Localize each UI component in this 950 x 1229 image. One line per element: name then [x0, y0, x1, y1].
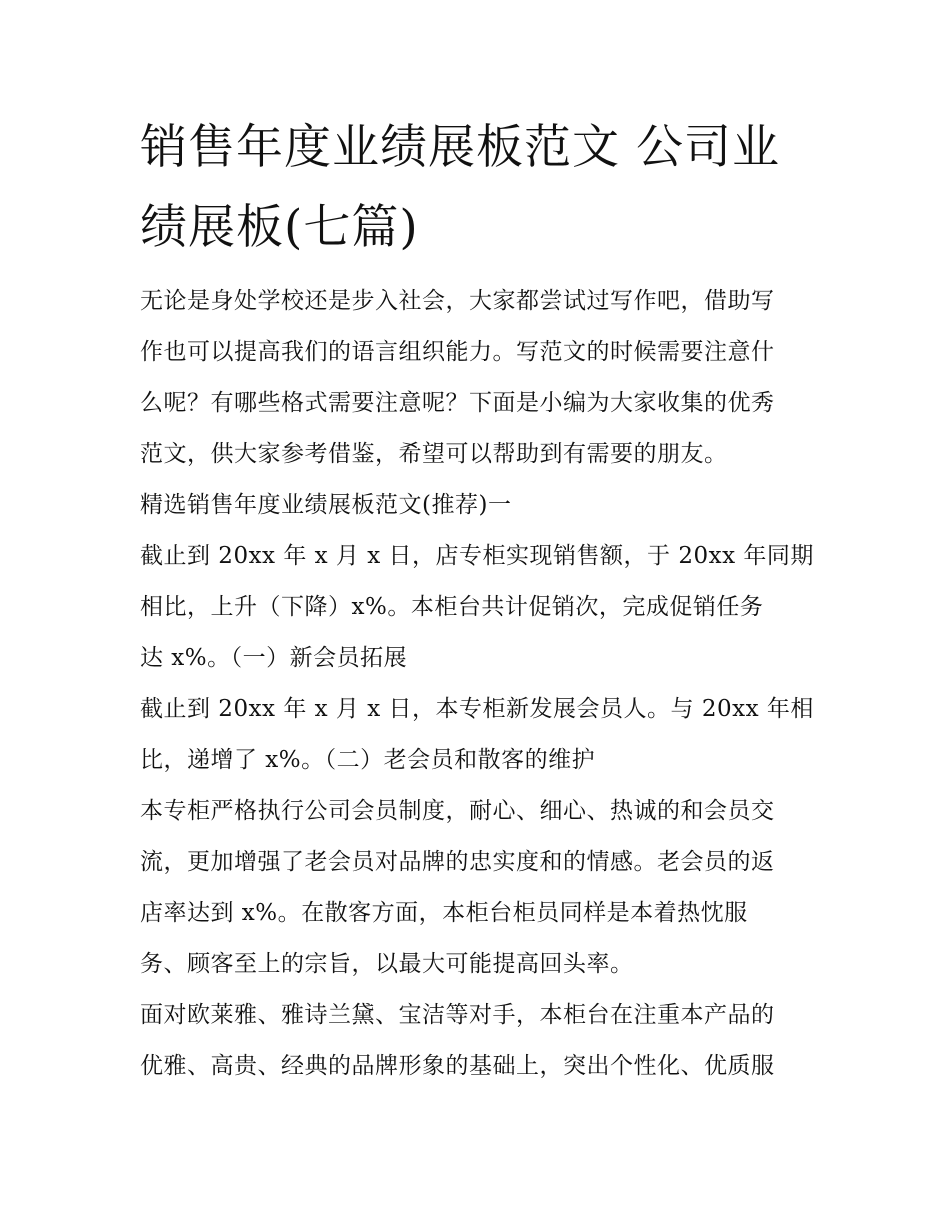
title-line-1: 销售年度业绩展板范文 公司业 [140, 120, 780, 175]
body-line: 达 x%。（一）新会员拓展 [140, 645, 408, 671]
section-heading: 精选销售年度业绩展板范文(推荐)一 [140, 492, 512, 518]
body-line: 本专柜严格执行公司会员制度，耐心、细心、热诚的和会员交 [140, 798, 775, 824]
title-line-2: 绩展板(七篇) [140, 200, 419, 255]
body-line: 无论是身处学校还是步入社会，大家都尝试过写作吧，借助写 [140, 288, 775, 314]
body-line: 么呢？有哪些格式需要注意呢？下面是小编为大家收集的优秀 [140, 390, 775, 416]
body-line: 优雅、高贵、经典的品牌形象的基础上，突出个性化、优质服 [140, 1053, 775, 1079]
body-line: 流，更加增强了老会员对品牌的忠实度和的情感。老会员的返 [140, 849, 775, 875]
body-line: 相比，上升（下降）x%。本柜台共计促销次，完成促销任务 [140, 594, 764, 620]
body-line: 比，递增了 x%。（二）老会员和散客的维护 [140, 747, 596, 773]
body-line: 作也可以提高我们的语言组织能力。写范文的时候需要注意什 [140, 339, 775, 365]
body-line: 面对欧莱雅、雅诗兰黛、宝洁等对手，本柜台在注重本产品的 [140, 1002, 775, 1028]
body-line: 范文，供大家参考借鉴，希望可以帮助到有需要的朋友。 [140, 441, 728, 467]
body-line: 务、顾客至上的宗旨，以最大可能提高回头率。 [140, 951, 634, 977]
body-line: 截止到 20xx 年 x 月 x 日，店专柜实现销售额，于 20xx 年同期 [140, 543, 814, 569]
body-line: 店率达到 x%。在散客方面，本柜台柜员同样是本着热忱服 [140, 900, 748, 926]
document-body [140, 276, 840, 1092]
body-line: 截止到 20xx 年 x 月 x 日，本专柜新发展会员人。与 20xx 年相 [140, 696, 814, 722]
document-title [140, 108, 840, 268]
